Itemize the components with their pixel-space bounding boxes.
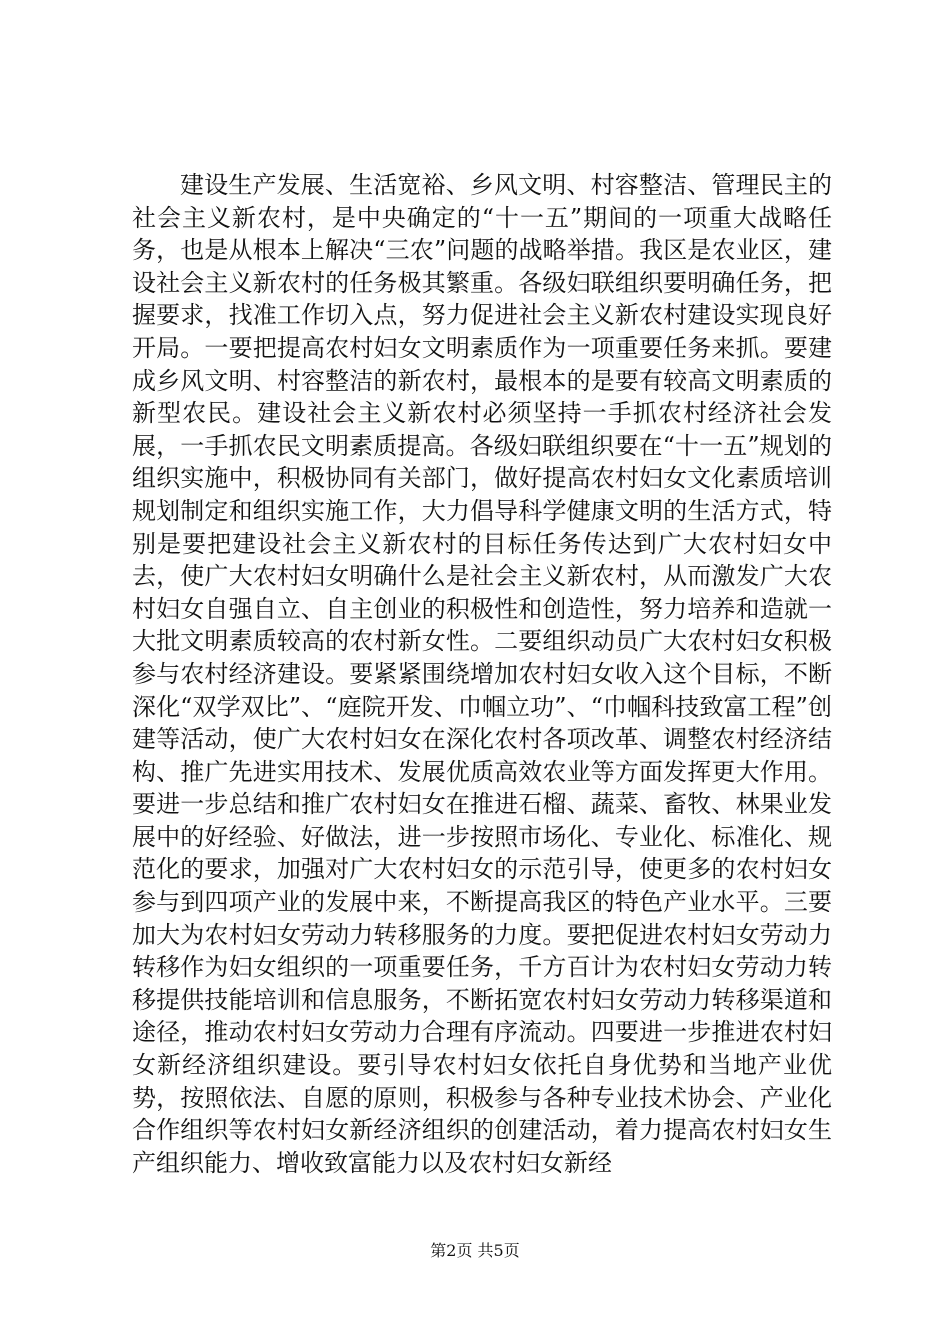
page-footer: 第2页 共5页 [430,1241,520,1260]
body-paragraph: 建设生产发展、生活宽裕、乡风文明、村容整洁、管理民主的社会主义新农村，是中央确定的“十一五”期间的一项重大战略任务，也是从根本上解决“三农”问题的战略举措。我区是农业区，建设社会主义新农村的任务极其繁重。各级妇联组织要明确任务，把握要求，找准工作切入点，努力促进社会主义新农村建设实现良好开局。一要把提高农村妇女文明素质作为一项重要任务来抓。要建成乡风文明、村容整洁的新农村，最根本的是要有较高文明素质的新型农民。建设社会主义新农村必须坚持一手抓农村经济社会发展，一手抓农民文明素质提高。各级妇联组织要在“十一五”规划的组织实施中，积极协同有关部门，做好提高农村妇女文化素质培训规划制定和组织实施工作，大力倡导科学健康文明的生活方式，特别是要把建设社会主义新农村的目标任务传达到广大农村妇女中去，使广大农村妇女明确什么是社会主义新农村，从而激发广大农村妇女自强自立、自主创业的积极性和创造性，努力培养和造就一大批文明素质较高的农村新女性。二要组织动员广大农村妇女积极参与农村经济建设。要紧紧围绕增加农村妇女收入这个目标，不断深化“双学双比”、“庭院开发、巾帼立功”、“巾帼科技致富工程”创建等活动，使广大农村妇女在深化农村各项改革、调整农村经济结构、推广先进实用技术、发展优质高效农业等方面发挥更大作用。要进一步总结和推广农村妇女在推进石榴、蔬菜、畜牧、林果业发展中的好经验、好做法，进一步按照市场化、专业化、标准化、规范化的要求，加强对广大农村妇女的示范引导，使更多的农村妇女参与到四项产业的发展中来，不断提高我区的特色产业水平。三要加大为农村妇女劳动力转移服务的力度。要把促进农村妇女劳动力转移作为妇女组织的一项重要任务，千方百计为农村妇女劳动力转移提供技能培训和信息服务，不断拓宽农村妇女劳动力转移渠道和途径，推动农村妇女劳动力合理有序流动。四要进一步推进农村妇女新经济组织建设。要引导农村妇女依托自身优势和当地产业优势，按照依法、自愿的原则，积极参与各种专业技术协会、产业化合作组织等农村妇女新经济组织的创建活动，着力提高农村妇女生产组织能力、增收致富能力以及农村妇女新经 [132,171,832,1177]
